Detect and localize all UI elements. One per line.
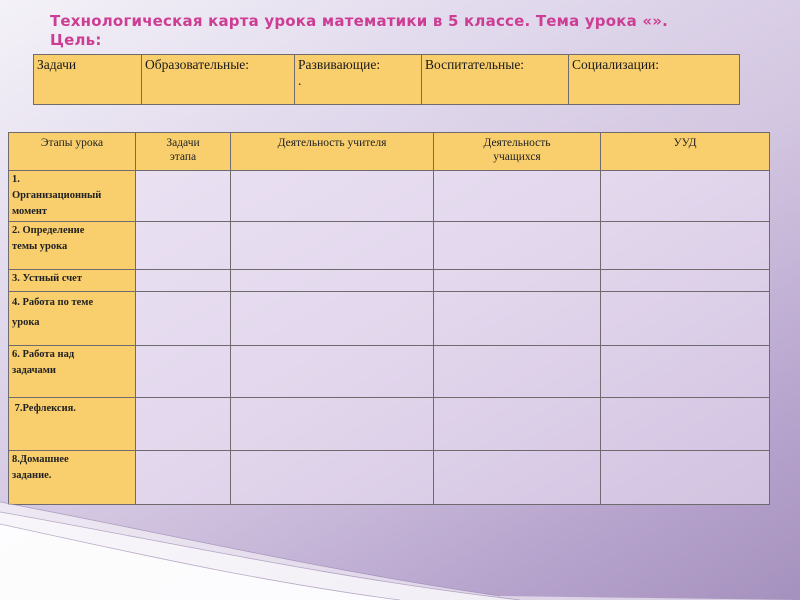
tasks-cell-text: Задачи (37, 57, 77, 72)
stage-cell (136, 398, 231, 451)
stage-cell (434, 171, 601, 222)
stage-cell (231, 222, 434, 270)
table-row (9, 398, 770, 451)
stage-label: 2. Определение темы урока (9, 222, 136, 270)
stage-cell (231, 398, 434, 451)
stage-cell (136, 171, 231, 222)
stage-cell (136, 222, 231, 270)
tasks-cell-text: Социализации: (572, 57, 660, 72)
stage-cell (434, 292, 601, 346)
tasks-cell-socialization (569, 55, 740, 105)
stage-cell (601, 398, 770, 451)
tasks-cell-developmental (295, 55, 422, 105)
stages-header-row (9, 133, 770, 171)
tasks-cell-tasks (34, 55, 142, 105)
stage-cell (231, 270, 434, 292)
header-teacher-activity: Деятельность учителя (231, 133, 434, 171)
stage-cell (601, 171, 770, 222)
stage-cell (434, 346, 601, 398)
stage-cell (231, 346, 434, 398)
stage-cell (231, 292, 434, 346)
stage-label: 7.Рефлексия. (9, 398, 136, 451)
table-row (9, 171, 770, 222)
slide-title (50, 12, 770, 50)
stage-cell (434, 398, 601, 451)
header-student-activity: Деятельность учащихся (434, 133, 601, 171)
table-row (9, 346, 770, 398)
table-row (9, 222, 770, 270)
table-row (9, 292, 770, 346)
header-stages: Этапы урока (9, 133, 136, 171)
stage-cell (231, 171, 434, 222)
stage-cell (136, 292, 231, 346)
tasks-cell-text: Образовательные: (145, 57, 250, 72)
tasks-cell-educational (142, 55, 295, 105)
stage-cell (601, 222, 770, 270)
stages-table (8, 132, 770, 505)
tasks-cell-text: Воспитательные: (425, 57, 525, 72)
title-line-2: Цель: (50, 31, 102, 49)
stage-cell (136, 451, 231, 505)
stage-cell (136, 346, 231, 398)
stage-label: 3. Устный счет (9, 270, 136, 292)
stage-label: 6. Работа над задачами (9, 346, 136, 398)
stage-cell (434, 451, 601, 505)
tasks-cell-text: Развивающие: . (298, 57, 381, 88)
stage-cell (601, 292, 770, 346)
stage-label: 1. Организационный момент (9, 171, 136, 222)
table-row (9, 451, 770, 505)
stage-cell (231, 451, 434, 505)
stage-label: 8.Домашнее задание. (9, 451, 136, 505)
stage-cell (434, 270, 601, 292)
header-uud: УУД (601, 133, 770, 171)
tasks-row (34, 55, 740, 105)
tasks-table (33, 54, 740, 105)
stage-cell (434, 222, 601, 270)
decorative-wave (0, 500, 800, 600)
stage-cell (601, 451, 770, 505)
title-line-1: Технологическая карта урока математики в 5 классе. Тема урока «». (50, 12, 669, 30)
stage-label: 4. Работа по теме урока (9, 292, 136, 346)
header-stage-tasks: Задачи этапа (136, 133, 231, 171)
stage-cell (136, 270, 231, 292)
stage-cell (601, 346, 770, 398)
stage-cell (601, 270, 770, 292)
table-row (9, 270, 770, 292)
tasks-cell-upbringing (422, 55, 569, 105)
